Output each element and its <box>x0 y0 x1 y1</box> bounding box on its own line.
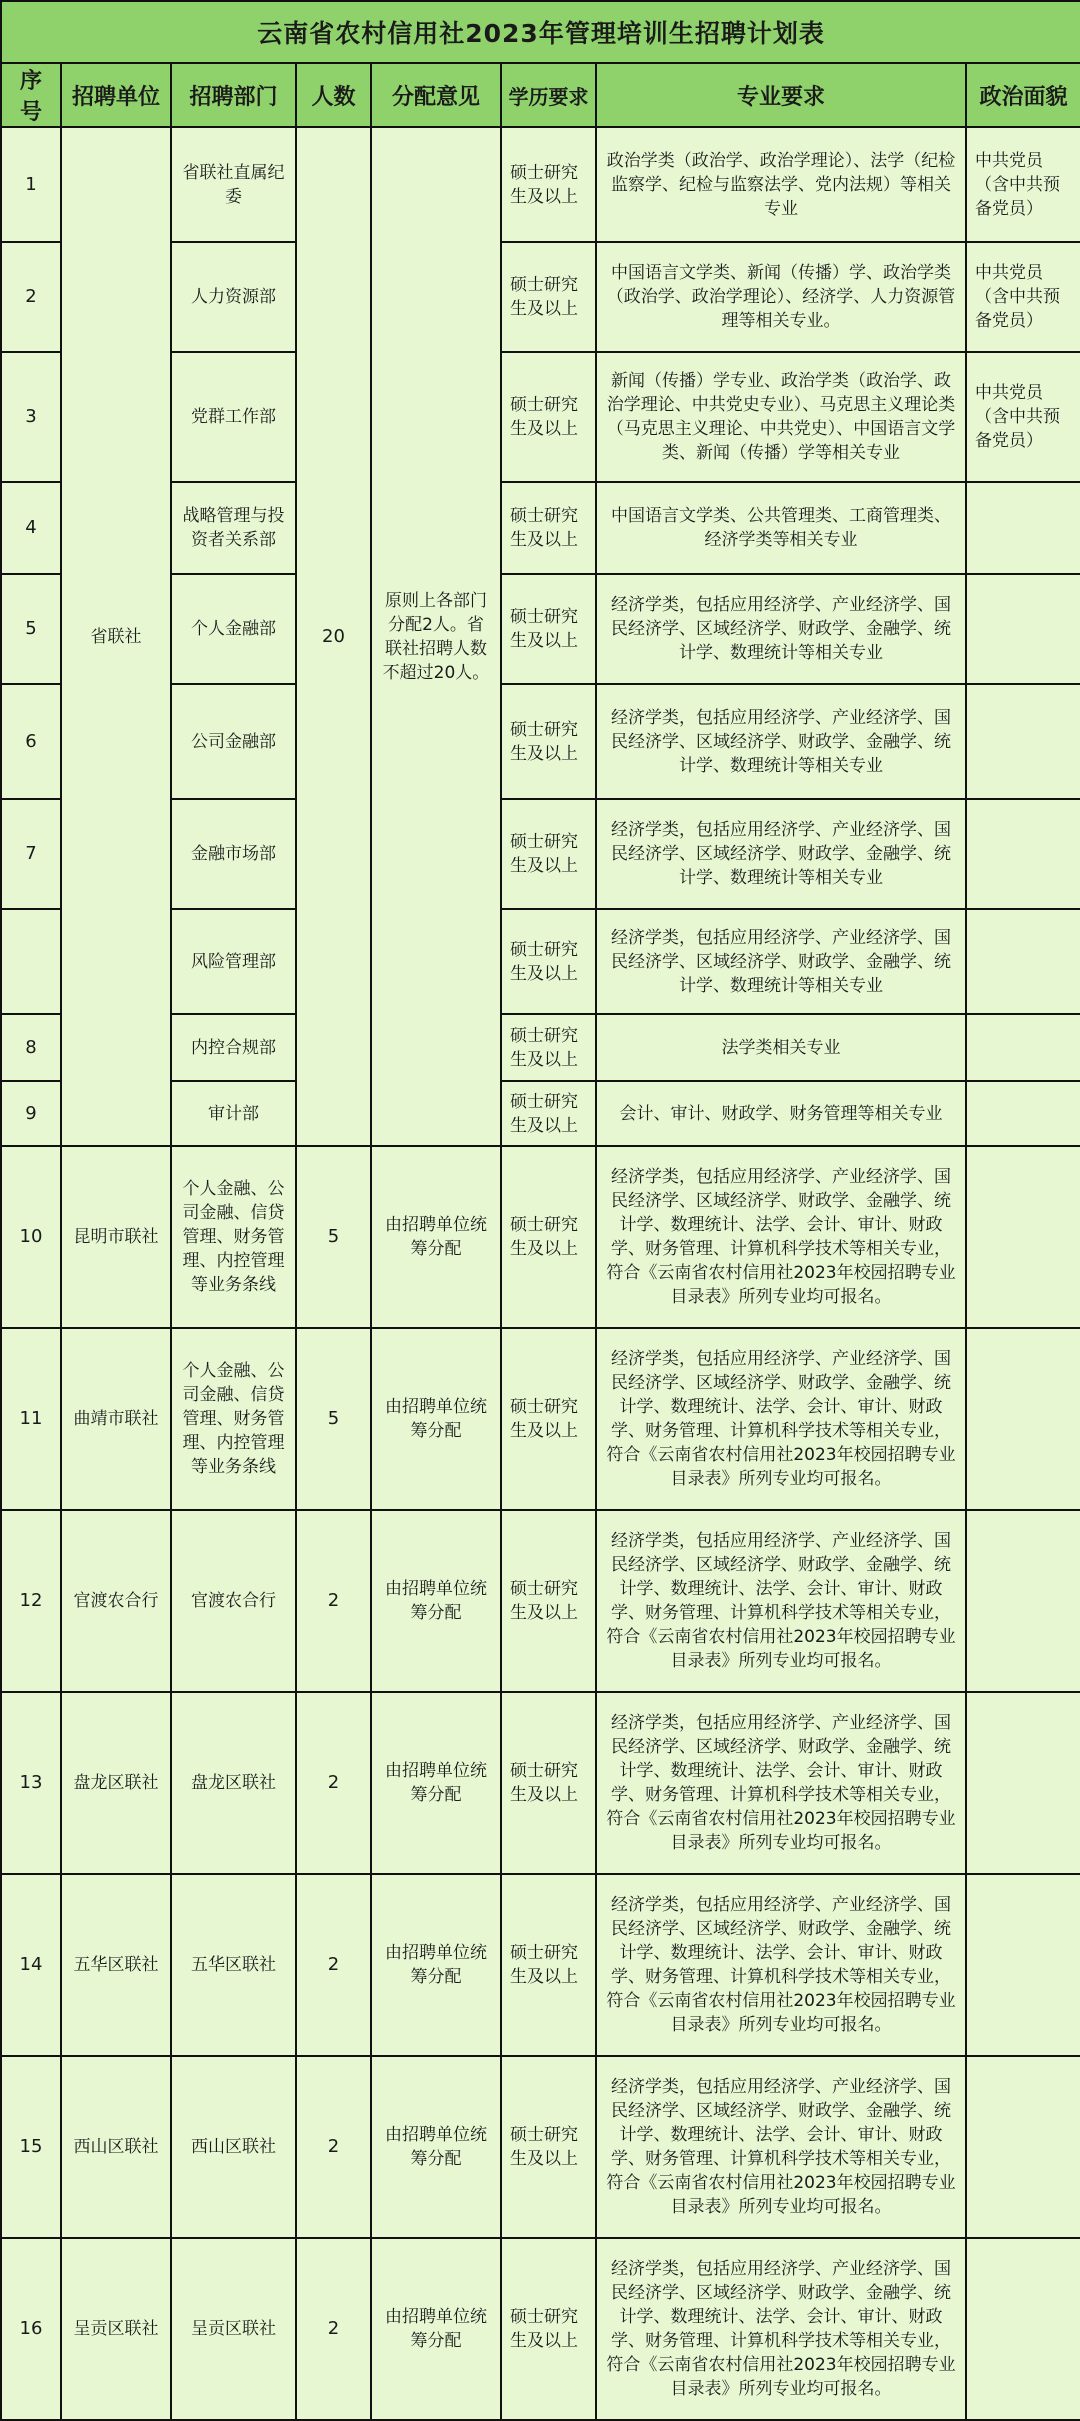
row-politics: 中共党员（含中共预备党员） <box>966 127 1080 242</box>
row-seq: 11 <box>1 1328 61 1510</box>
row-dept: 审计部 <box>171 1081 296 1146</box>
row-edu: 硕士研究生及以上 <box>501 1146 596 1328</box>
table-row <box>1 2056 1080 2238</box>
row-count: 20 <box>296 127 371 1146</box>
row-alloc: 由招聘单位统筹分配 <box>371 1328 501 1510</box>
row-politics <box>966 1014 1080 1081</box>
row-major: 中国语言文学类、新闻（传播）学、政治学类（政治学、政治学理论）、经济学、人力资源管理等相关专业。 <box>596 242 966 352</box>
table-row <box>1 1328 1080 1510</box>
row-politics <box>966 909 1080 1014</box>
row-major: 中国语言文学类、公共管理类、工商管理类、经济学类等相关专业 <box>596 482 966 574</box>
row-politics <box>966 684 1080 799</box>
table-row <box>1 127 1080 242</box>
row-seq: 14 <box>1 1874 61 2056</box>
row-dept: 战略管理与投资者关系部 <box>171 482 296 574</box>
row-edu: 硕士研究生及以上 <box>501 2238 596 2420</box>
row-major: 经济学类，包括应用经济学、产业经济学、国民经济学、区域经济学、财政学、金融学、统计学、数理统计、法学、会计、审计、财政学、财务管理、计算机科学技术等相关专业，符合《云南省农村信用社2023年校园招聘专业目录表》所列专业均可报名。 <box>596 1328 966 1510</box>
row-edu: 硕士研究生及以上 <box>501 799 596 909</box>
row-major: 经济学类，包括应用经济学、产业经济学、国民经济学、区域经济学、财政学、金融学、统计学、数理统计、法学、会计、审计、财政学、财务管理、计算机科学技术等相关专业，符合《云南省农村信用社2023年校园招聘专业目录表》所列专业均可报名。 <box>596 2056 966 2238</box>
row-major: 经济学类，包括应用经济学、产业经济学、国民经济学、区域经济学、财政学、金融学、统计学、数理统计等相关专业 <box>596 909 966 1014</box>
row-politics <box>966 2056 1080 2238</box>
row-dept: 金融市场部 <box>171 799 296 909</box>
row-major: 经济学类，包括应用经济学、产业经济学、国民经济学、区域经济学、财政学、金融学、统计学、数理统计、法学、会计、审计、财政学、财务管理、计算机科学技术等相关专业，符合《云南省农村信用社2023年校园招聘专业目录表》所列专业均可报名。 <box>596 2238 966 2420</box>
row-dept: 个人金融、公司金融、信贷管理、财务管理、内控管理等业务条线 <box>171 1328 296 1510</box>
header-count: 人数 <box>296 63 371 127</box>
row-alloc: 由招聘单位统筹分配 <box>371 1692 501 1874</box>
row-dept: 盘龙区联社 <box>171 1692 296 1874</box>
row-major: 经济学类，包括应用经济学、产业经济学、国民经济学、区域经济学、财政学、金融学、统计学、数理统计、法学、会计、审计、财政学、财务管理、计算机科学技术等相关专业，符合《云南省农村信用社2023年校园招聘专业目录表》所列专业均可报名。 <box>596 1874 966 2056</box>
row-seq: 4 <box>1 482 61 574</box>
row-edu: 硕士研究生及以上 <box>501 1874 596 2056</box>
row-unit: 曲靖市联社 <box>61 1328 171 1510</box>
row-count: 5 <box>296 1146 371 1328</box>
row-edu: 硕士研究生及以上 <box>501 909 596 1014</box>
header-row <box>1 63 1080 127</box>
header-edu: 学历要求 <box>501 63 596 127</box>
row-count: 2 <box>296 1510 371 1692</box>
row-major: 会计、审计、财政学、财务管理等相关专业 <box>596 1081 966 1146</box>
row-politics <box>966 574 1080 684</box>
table-row <box>1 1146 1080 1328</box>
row-edu: 硕士研究生及以上 <box>501 1692 596 1874</box>
header-major: 专业要求 <box>596 63 966 127</box>
row-seq: 12 <box>1 1510 61 1692</box>
row-alloc: 由招聘单位统筹分配 <box>371 2238 501 2420</box>
row-dept: 呈贡区联社 <box>171 2238 296 2420</box>
row-politics <box>966 1146 1080 1328</box>
row-politics <box>966 1692 1080 1874</box>
row-edu: 硕士研究生及以上 <box>501 127 596 242</box>
row-dept: 五华区联社 <box>171 1874 296 2056</box>
row-politics <box>966 1081 1080 1146</box>
row-major: 经济学类，包括应用经济学、产业经济学、国民经济学、区域经济学、财政学、金融学、统计学、数理统计等相关专业 <box>596 684 966 799</box>
row-count: 5 <box>296 1328 371 1510</box>
row-dept: 公司金融部 <box>171 684 296 799</box>
row-politics <box>966 1874 1080 2056</box>
row-seq <box>1 909 61 1014</box>
row-alloc: 由招聘单位统筹分配 <box>371 1146 501 1328</box>
row-politics <box>966 482 1080 574</box>
row-politics: 中共党员（含中共预备党员） <box>966 352 1080 482</box>
row-edu: 硕士研究生及以上 <box>501 1014 596 1081</box>
row-count: 2 <box>296 1874 371 2056</box>
row-politics <box>966 2238 1080 2420</box>
row-major: 经济学类，包括应用经济学、产业经济学、国民经济学、区域经济学、财政学、金融学、统计学、数理统计等相关专业 <box>596 799 966 909</box>
row-dept: 内控合规部 <box>171 1014 296 1081</box>
row-major: 经济学类，包括应用经济学、产业经济学、国民经济学、区域经济学、财政学、金融学、统计学、数理统计、法学、会计、审计、财政学、财务管理、计算机科学技术等相关专业，符合《云南省农村信用社2023年校园招聘专业目录表》所列专业均可报名。 <box>596 1510 966 1692</box>
row-major: 经济学类，包括应用经济学、产业经济学、国民经济学、区域经济学、财政学、金融学、统计学、数理统计、法学、会计、审计、财政学、财务管理、计算机科学技术等相关专业，符合《云南省农村信用社2023年校园招聘专业目录表》所列专业均可报名。 <box>596 1146 966 1328</box>
table-row <box>1 2238 1080 2420</box>
row-edu: 硕士研究生及以上 <box>501 2056 596 2238</box>
header-politics: 政治面貌 <box>966 63 1080 127</box>
header-alloc: 分配意见 <box>371 63 501 127</box>
row-edu: 硕士研究生及以上 <box>501 352 596 482</box>
row-unit: 呈贡区联社 <box>61 2238 171 2420</box>
row-seq: 10 <box>1 1146 61 1328</box>
row-seq: 3 <box>1 352 61 482</box>
row-dept: 西山区联社 <box>171 2056 296 2238</box>
row-unit: 西山区联社 <box>61 2056 171 2238</box>
row-seq: 8 <box>1 1014 61 1081</box>
row-edu: 硕士研究生及以上 <box>501 574 596 684</box>
row-count: 2 <box>296 2056 371 2238</box>
row-dept: 个人金融部 <box>171 574 296 684</box>
header-unit: 招聘单位 <box>61 63 171 127</box>
row-count: 2 <box>296 2238 371 2420</box>
row-politics <box>966 799 1080 909</box>
row-politics <box>966 1510 1080 1692</box>
row-major: 经济学类，包括应用经济学、产业经济学、国民经济学、区域经济学、财政学、金融学、统计学、数理统计、法学、会计、审计、财政学、财务管理、计算机科学技术等相关专业，符合《云南省农村信用社2023年校园招聘专业目录表》所列专业均可报名。 <box>596 1692 966 1874</box>
row-seq: 9 <box>1 1081 61 1146</box>
row-unit: 官渡农合行 <box>61 1510 171 1692</box>
row-seq: 6 <box>1 684 61 799</box>
row-seq: 16 <box>1 2238 61 2420</box>
row-edu: 硕士研究生及以上 <box>501 1328 596 1510</box>
row-dept: 个人金融、公司金融、信贷管理、财务管理、内控管理等业务条线 <box>171 1146 296 1328</box>
row-unit: 盘龙区联社 <box>61 1692 171 1874</box>
row-alloc: 由招聘单位统筹分配 <box>371 1510 501 1692</box>
row-major: 经济学类，包括应用经济学、产业经济学、国民经济学、区域经济学、财政学、金融学、统计学、数理统计等相关专业 <box>596 574 966 684</box>
row-alloc: 由招聘单位统筹分配 <box>371 1874 501 2056</box>
row-seq: 1 <box>1 127 61 242</box>
row-major: 新闻（传播）学专业、政治学类（政治学、政治学理论、中共党史专业）、马克思主义理论类（马克思主义理论、中共党史）、中国语言文学类、新闻（传播）学等相关专业 <box>596 352 966 482</box>
header-seq: 序号 <box>1 63 61 127</box>
row-dept: 人力资源部 <box>171 242 296 352</box>
table-title: 云南省农村信用社2023年管理培训生招聘计划表 <box>1 1 1080 63</box>
row-edu: 硕士研究生及以上 <box>501 684 596 799</box>
row-unit: 五华区联社 <box>61 1874 171 2056</box>
row-edu: 硕士研究生及以上 <box>501 242 596 352</box>
table-row <box>1 1692 1080 1874</box>
row-seq: 7 <box>1 799 61 909</box>
row-major: 政治学类（政治学、政治学理论）、法学（纪检监察学、纪检与监察法学、党内法规）等相关专业 <box>596 127 966 242</box>
header-dept: 招聘部门 <box>171 63 296 127</box>
row-edu: 硕士研究生及以上 <box>501 1081 596 1146</box>
row-politics <box>966 1328 1080 1510</box>
row-seq: 2 <box>1 242 61 352</box>
row-dept: 党群工作部 <box>171 352 296 482</box>
row-seq: 13 <box>1 1692 61 1874</box>
row-alloc: 由招聘单位统筹分配 <box>371 2056 501 2238</box>
row-dept: 官渡农合行 <box>171 1510 296 1692</box>
row-alloc: 原则上各部门分配2人。省联社招聘人数不超过20人。 <box>371 127 501 1146</box>
row-dept: 省联社直属纪委 <box>171 127 296 242</box>
row-edu: 硕士研究生及以上 <box>501 482 596 574</box>
row-unit: 昆明市联社 <box>61 1146 171 1328</box>
table-row <box>1 1510 1080 1692</box>
row-count: 2 <box>296 1692 371 1874</box>
row-edu: 硕士研究生及以上 <box>501 1510 596 1692</box>
row-seq: 15 <box>1 2056 61 2238</box>
row-major: 法学类相关专业 <box>596 1014 966 1081</box>
row-politics: 中共党员（含中共预备党员） <box>966 242 1080 352</box>
row-dept: 风险管理部 <box>171 909 296 1014</box>
row-unit: 省联社 <box>61 127 171 1146</box>
row-seq: 5 <box>1 574 61 684</box>
table-row <box>1 1874 1080 2056</box>
